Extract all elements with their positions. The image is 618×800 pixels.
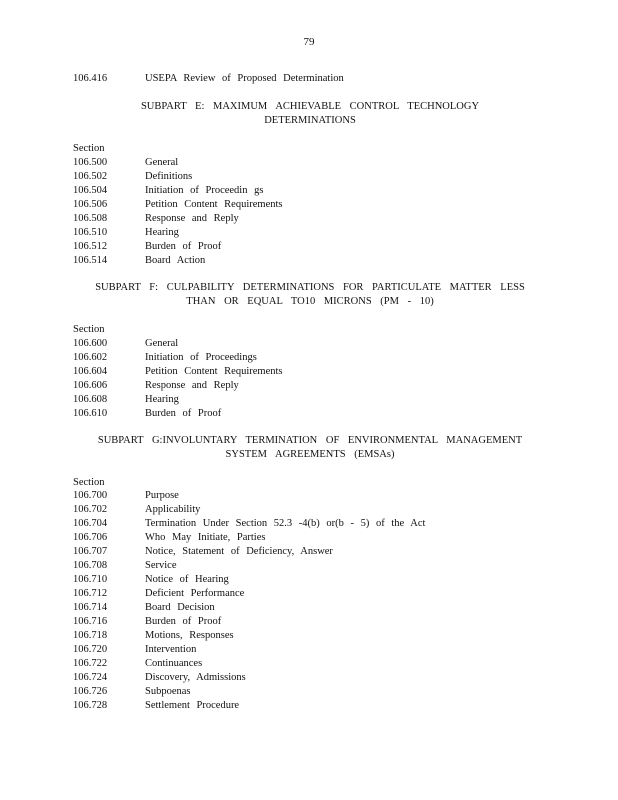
subpart-f-heading: [60, 281, 560, 309]
section-label: Section: [73, 143, 105, 154]
section-title: Petition Content Requirements: [145, 366, 283, 377]
toc-entry: [73, 601, 425, 615]
toc-entry: [73, 240, 283, 254]
toc-entry: [73, 489, 425, 503]
section-title: Service: [145, 560, 177, 571]
section-label: Section: [73, 324, 105, 335]
section-title: Definitions: [145, 171, 193, 182]
section-title: Applicability: [145, 504, 201, 515]
toc-entry: [73, 685, 425, 699]
section-number: 106.502: [73, 171, 108, 182]
toc-entry: [73, 184, 283, 198]
section-title: Subpoenas: [145, 686, 191, 697]
toc-entry: [73, 212, 283, 226]
section-number: 106.718: [73, 630, 108, 641]
toc-entry: [73, 156, 283, 170]
section-title: Response and Reply: [145, 213, 239, 224]
section-title: Board Action: [145, 255, 206, 266]
section-number: 106.708: [73, 560, 108, 571]
section-number: 106.608: [73, 394, 108, 405]
section-number: 106.602: [73, 352, 108, 363]
section-title: Continuances: [145, 658, 203, 669]
toc-entry: [73, 671, 425, 685]
section-number: 106.506: [73, 199, 108, 210]
section-number: 106.606: [73, 380, 108, 391]
subpart-g-heading: [60, 434, 560, 462]
section-title: Petition Content Requirements: [145, 199, 283, 210]
section-number: 106.728: [73, 700, 108, 711]
toc-entry: [73, 365, 283, 379]
section-number: 106.416: [73, 73, 108, 84]
section-title: Burden of Proof: [145, 241, 222, 252]
section-title: Board Decision: [145, 602, 215, 613]
section-number: 106.512: [73, 241, 108, 252]
section-number: 106.500: [73, 157, 108, 168]
section-title: Response and Reply: [145, 380, 239, 391]
toc-entry: [73, 351, 283, 365]
subpart-heading-line2: DETERMINATIONS: [264, 115, 356, 126]
toc-entry: [73, 379, 283, 393]
section-label: Section: [73, 477, 105, 488]
toc-entry: [73, 407, 283, 421]
toc-entry: [73, 254, 283, 268]
section-number: 106.722: [73, 658, 108, 669]
section-number: 106.710: [73, 574, 108, 585]
toc-entry: [73, 657, 425, 671]
subpart-f-entries: [73, 337, 283, 421]
subpart-g-entries: [73, 489, 425, 713]
section-title: Deficient Performance: [145, 588, 245, 599]
section-title: General: [145, 157, 179, 168]
section-title: Purpose: [145, 490, 179, 501]
section-number: 106.714: [73, 602, 108, 613]
section-number: 106.704: [73, 518, 108, 529]
section-title: Motions, Responses: [145, 630, 234, 641]
toc-entry: [73, 559, 425, 573]
toc-entry: [73, 531, 425, 545]
section-title: Notice, Statement of Deficiency, Answer: [145, 546, 333, 557]
section-number: 106.604: [73, 366, 108, 377]
section-number: 106.702: [73, 504, 108, 515]
section-number: 106.600: [73, 338, 108, 349]
section-title: Discovery, Admissions: [145, 672, 246, 683]
section-number: 106.712: [73, 588, 108, 599]
section-number: 106.716: [73, 616, 108, 627]
toc-entry: [73, 629, 425, 643]
toc-entry: [73, 226, 283, 240]
toc-entry: [73, 587, 425, 601]
section-title: Notice of Hearing: [145, 574, 229, 585]
toc-entry: [73, 337, 283, 351]
toc-entry: [73, 573, 425, 587]
section-title: Termination Under Section 52.3 -4(b) or(b - 5) of the Act: [145, 518, 426, 529]
subpart-heading-line2: THAN OR EQUAL TO10 MICRONS (PM - 10): [186, 296, 434, 307]
section-title: Burden of Proof: [145, 616, 222, 627]
section-title: Hearing: [145, 227, 179, 238]
section-number: 106.726: [73, 686, 108, 697]
subpart-e-entries: [73, 156, 283, 268]
section-title: Hearing: [145, 394, 179, 405]
subpart-heading-line1: SUBPART E: MAXIMUM ACHIEVABLE CONTROL TECHNOLOGY: [140, 101, 480, 112]
section-number: 106.700: [73, 490, 108, 501]
section-number: 106.508: [73, 213, 108, 224]
section-title: Initiation of Proceedin gs: [145, 185, 264, 196]
subpart-e-heading: [60, 100, 560, 128]
subpart-heading-line2: SYSTEM AGREEMENTS (EMSAs): [225, 449, 395, 460]
section-number: 106.707: [73, 546, 108, 557]
toc-entry: [73, 615, 425, 629]
section-number: 106.610: [73, 408, 108, 419]
toc-entry-top: [73, 72, 344, 86]
section-number: 106.720: [73, 644, 108, 655]
section-number: 106.706: [73, 532, 108, 543]
section-title: USEPA Review of Proposed Determination: [145, 73, 344, 84]
subpart-heading-line1: SUBPART F: CULPABILITY DETERMINATIONS FOR PARTICULATE MATTER LESS: [95, 282, 525, 293]
toc-entry: [73, 699, 425, 713]
section-title: General: [145, 338, 179, 349]
section-number: 106.510: [73, 227, 108, 238]
page-number: 79: [303, 36, 315, 48]
toc-entry: [73, 517, 425, 531]
toc-entry: [73, 170, 283, 184]
toc-entry: [73, 198, 283, 212]
toc-entry: [73, 643, 425, 657]
section-title: Who May Initiate, Parties: [145, 532, 266, 543]
section-title: Intervention: [145, 644, 197, 655]
section-number: 106.514: [73, 255, 108, 266]
toc-entry: [73, 545, 425, 559]
toc-entry: [73, 393, 283, 407]
section-number: 106.724: [73, 672, 108, 683]
section-number: 106.504: [73, 185, 108, 196]
toc-entry: [73, 503, 425, 517]
section-title: Initiation of Proceedings: [145, 352, 257, 363]
section-title: Settlement Procedure: [145, 700, 240, 711]
subpart-heading-line1: SUBPART G:INVOLUNTARY TERMINATION OF ENVIRONMENTAL MANAGEMENT: [97, 435, 523, 446]
section-title: Burden of Proof: [145, 408, 222, 419]
